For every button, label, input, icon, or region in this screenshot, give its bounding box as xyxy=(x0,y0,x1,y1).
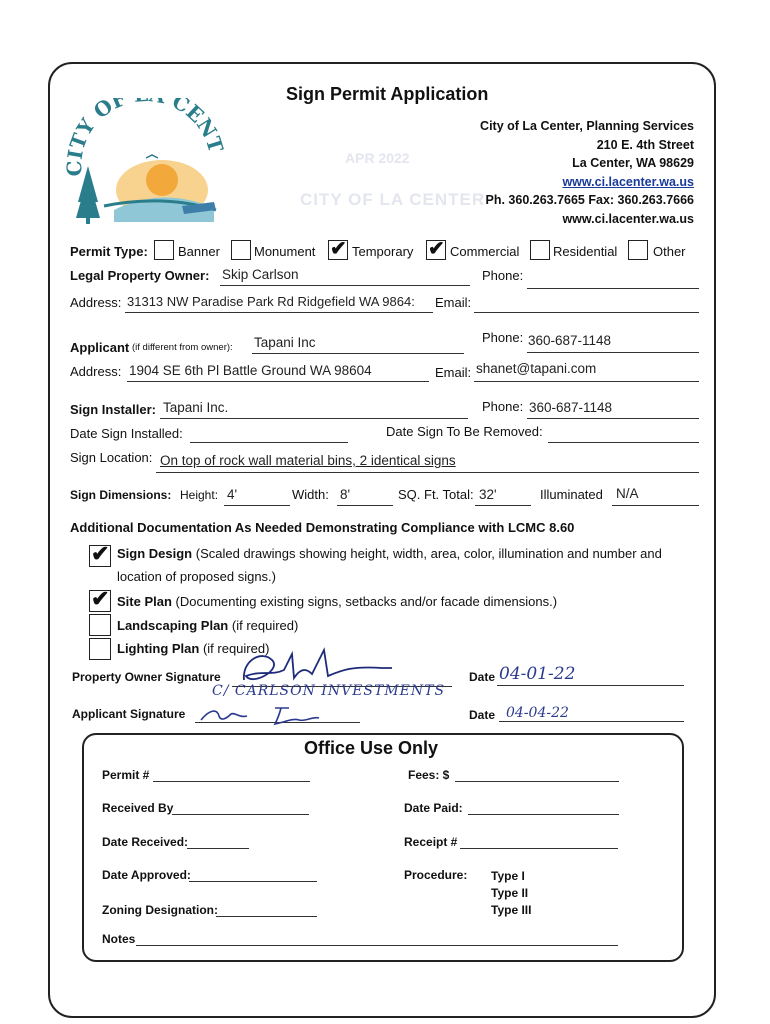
date-removed-label: Date Sign To Be Removed: xyxy=(386,424,543,439)
received-stamp: CITY OF LA CENTER xyxy=(300,190,486,209)
site-plan-desc: (Documenting existing signs, setbacks and/or facade dimensions.) xyxy=(175,594,558,609)
received-by-label: Received By xyxy=(102,801,174,815)
height-label: Height: xyxy=(180,488,219,502)
sign-design-desc: (Scaled drawings showing height, width, area, color, illumination and number and xyxy=(195,546,662,561)
banner-label: Banner xyxy=(178,244,220,259)
commercial-checkbox[interactable] xyxy=(426,240,446,260)
applicant-signature-label: Applicant Signature xyxy=(72,707,186,721)
zoning-label: Zoning Designation: xyxy=(102,903,218,917)
date-approved-label: Date Approved: xyxy=(102,868,191,882)
commercial-label: Commercial xyxy=(450,244,520,259)
sign-design-desc-2: location of proposed signs.) xyxy=(117,569,276,584)
installer-field[interactable]: Tapani Inc. xyxy=(163,400,229,415)
applicant-email-field[interactable]: shanet@tapani.com xyxy=(476,361,597,376)
owner-phone-field[interactable] xyxy=(527,288,699,289)
type-3-option[interactable]: Type III xyxy=(491,903,532,917)
header-city: La Center, WA 98629 xyxy=(572,156,694,170)
owner-date-label: Date xyxy=(469,670,496,684)
applicant-date-label: Date xyxy=(469,708,496,722)
type-2-option[interactable]: Type II xyxy=(491,886,529,900)
owner-signature-label: Property Owner Signature xyxy=(72,670,221,684)
illuminated-field[interactable]: N/A xyxy=(616,486,639,501)
monument-label: Monument xyxy=(254,244,316,259)
owner-address-field[interactable]: 31313 NW Paradise Park Rd Ridgefield WA 9864: xyxy=(127,294,415,309)
fees-label: Fees: $ xyxy=(408,768,450,782)
residential-label: Residential xyxy=(553,244,618,259)
docs-heading: Additional Documentation As Needed Demonstrating Compliance with LCMC 8.60 xyxy=(70,520,575,535)
site-plan-checkbox[interactable] xyxy=(89,586,111,612)
installer-phone-label: Phone: xyxy=(482,399,524,414)
illuminated-label: Illuminated xyxy=(540,487,603,502)
dimensions-label: Sign Dimensions: xyxy=(70,488,172,502)
landscaping-plan-desc: (if required) xyxy=(231,618,299,633)
sign-design-item xyxy=(117,546,662,561)
owner-label: Legal Property Owner: xyxy=(70,268,210,283)
applicant-address-label: Address: xyxy=(70,364,122,379)
temporary-label: Temporary xyxy=(352,244,414,259)
monument-checkbox[interactable] xyxy=(231,240,251,260)
installer-label: Sign Installer: xyxy=(70,402,156,417)
receipt-label: Receipt # xyxy=(404,835,458,849)
other-label: Other xyxy=(653,244,686,259)
owner-company-handwriting: C/ CARLSON INVESTMENTS xyxy=(212,683,446,699)
header-website: www.ci.lacenter.wa.us xyxy=(562,211,694,226)
owner-address-label: Address: xyxy=(70,295,122,310)
check-mark-icon: ✔ xyxy=(91,541,110,566)
zoning-field[interactable] xyxy=(216,916,317,917)
width-label: Width: xyxy=(292,487,329,502)
owner-phone-label: Phone: xyxy=(482,268,524,283)
date-paid-field[interactable] xyxy=(468,814,619,815)
width-field[interactable]: 8' xyxy=(340,487,351,502)
applicant-email-label: Email: xyxy=(435,365,472,380)
sqft-field[interactable]: 32' xyxy=(479,487,497,502)
banner-checkbox[interactable] xyxy=(154,240,174,260)
type-1-option[interactable]: Type I xyxy=(491,869,525,883)
date-paid-label: Date Paid: xyxy=(404,801,463,815)
sign-design-title: Sign Design xyxy=(117,546,193,561)
sign-location-label: Sign Location: xyxy=(70,450,153,465)
date-removed-field[interactable] xyxy=(548,442,699,443)
notes-field[interactable] xyxy=(136,945,618,946)
owner-field[interactable]: Skip Carlson xyxy=(222,267,299,282)
permit-type-label: Permit Type: xyxy=(70,244,148,259)
applicant-note: (if different from owner): xyxy=(132,342,233,353)
header-org: City of La Center, Planning Services xyxy=(480,119,694,133)
city-logo xyxy=(64,98,224,228)
check-mark-icon: ✔ xyxy=(330,238,347,260)
notes-label: Notes xyxy=(102,932,136,946)
applicant-field[interactable]: Tapani Inc xyxy=(254,335,316,350)
receipt-field[interactable] xyxy=(460,848,618,849)
header-phone-fax: Ph. 360.263.7665 Fax: 360.263.7666 xyxy=(485,193,694,207)
received-stamp-date: APR 2022 xyxy=(345,150,410,166)
site-plan-title: Site Plan xyxy=(117,594,172,609)
header-street: 210 E. 4th Street xyxy=(596,137,694,152)
landscaping-plan-title: Landscaping Plan xyxy=(117,618,229,633)
other-checkbox[interactable] xyxy=(628,240,648,260)
permit-number-label: Permit # xyxy=(102,768,150,782)
owner-email-label: Email: xyxy=(435,295,472,310)
lighting-plan-desc: (if required) xyxy=(202,641,270,656)
form-title: Sign Permit Application xyxy=(286,84,489,104)
applicant-address-field[interactable]: 1904 SE 6th Pl Battle Ground WA 98604 xyxy=(129,363,372,378)
received-by-field[interactable] xyxy=(172,814,309,815)
sign-location-field[interactable]: On top of rock wall material bins, 2 identical signs xyxy=(160,453,456,468)
applicant-label: Applicant xyxy=(70,340,130,355)
date-installed-label: Date Sign Installed: xyxy=(70,426,183,441)
date-installed-field[interactable] xyxy=(190,442,348,443)
landscaping-plan-item xyxy=(117,618,298,633)
permit-number-field[interactable] xyxy=(153,781,310,782)
residential-checkbox[interactable] xyxy=(530,240,550,260)
applicant-signature-field[interactable] xyxy=(195,700,355,728)
fees-field[interactable] xyxy=(455,781,619,782)
applicant-phone-label: Phone: xyxy=(482,330,524,345)
temporary-checkbox[interactable] xyxy=(328,240,348,260)
office-use-title: Office Use Only xyxy=(304,738,439,758)
procedure-label: Procedure: xyxy=(404,868,468,882)
lighting-plan-checkbox[interactable] xyxy=(89,638,111,660)
height-field[interactable]: 4' xyxy=(227,487,238,502)
date-received-label: Date Received: xyxy=(102,835,189,849)
check-mark-icon: ✔ xyxy=(91,586,110,611)
sign-design-checkbox[interactable] xyxy=(89,541,111,567)
applicant-phone-field[interactable]: 360-687-1148 xyxy=(528,333,612,348)
installer-phone-field[interactable]: 360-687-1148 xyxy=(529,400,613,415)
website-link[interactable]: www.ci.lacenter.wa.us xyxy=(562,174,694,189)
svg-text:CITY OF LA CENTER: CITY OF CEN xyxy=(64,98,222,177)
applicant-date-field[interactable]: 04-04-22 xyxy=(506,705,569,721)
date-approved-field[interactable] xyxy=(189,881,317,882)
date-received-field[interactable] xyxy=(187,848,249,849)
landscaping-plan-checkbox[interactable] xyxy=(89,614,111,636)
lighting-plan-title: Lighting Plan xyxy=(117,641,200,656)
site-plan-item xyxy=(117,594,557,609)
sqft-label: SQ. Ft. Total: xyxy=(398,487,474,502)
owner-date-field[interactable]: 04-01-22 xyxy=(499,664,576,684)
owner-email-field[interactable] xyxy=(474,312,699,313)
check-mark-icon: ✔ xyxy=(428,238,445,260)
